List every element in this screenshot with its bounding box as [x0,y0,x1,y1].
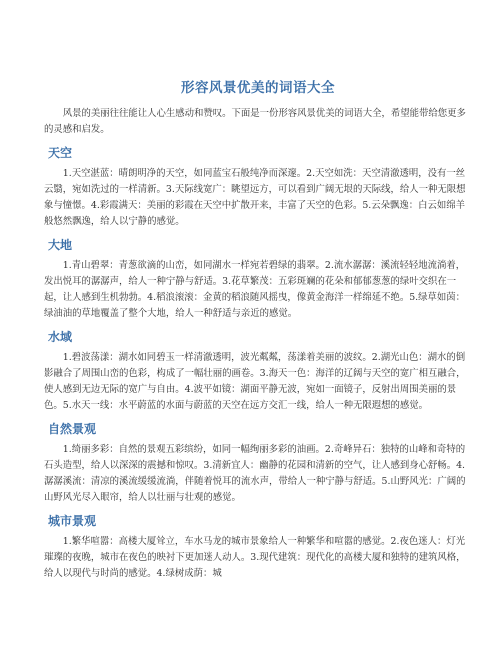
section-body: 1.繁华喧嚣：高楼大厦耸立，车水马龙的城市景象给人一种繁华和喧嚣的感觉。2.夜色迷人：灯光璀璨的夜晚，城市在夜色的映衬下更加迷人动人。3.现代建筑：现代化的高楼大厦和独特的建筑风格，给人以现代与时尚的感觉。4.绿树成荫：城 [44,536,466,579]
section-heading: 大地 [48,238,73,252]
section-sky [44,144,472,230]
section-body: 1.青山碧翠：青葱欲滴的山峦，如同湖水一样宛若碧绿的翡翠。2.流水潺潺：溪流轻轻地流淌着，发出悦耳的潺潺声，给人一种宁静与舒适。3.花草繁茂：五彩斑斓的花朵和郁郁葱葱的绿叶交织在一起，让人感到生机勃勃。4.稻浪滚滚：金黄的稻浪随风摇曳，像黄金海洋一样绵延不绝。5.绿草如茵：绿油油的草地覆盖了整个大地，给人一种舒适与亲近的感觉。 [44,260,466,319]
section-nature [44,420,472,506]
document-intro: 风景的美丽往往能让人心生感动和赞叹。下面是一份形容风景优美的词语大全，希望能带给您更多的灵感和启发。 [44,108,466,135]
section-land [44,236,472,322]
section-body: 1.绮丽多彩：自然的景观五彩缤纷，如同一幅绚丽多彩的油画。2.奇峰异石：独特的山峰和奇特的石头造型，给人以深深的震撼和惊叹。3.清新宜人：幽静的花园和清新的空气，让人感到身心舒畅。4.潺潺溪流：清凉的溪流缓缓流淌，伴随着悦耳的流水声，带给人一种宁静与舒适。5.山野风光：广阔的山野风光尽入眼帘，给人以壮丽与壮观的感觉。 [44,444,466,503]
section-body: 1.碧波荡漾：湖水如同碧玉一样清澈透明，波光粼粼，荡漾着美丽的波纹。2.湖光山色：湖水的倒影融合了周围山峦的色彩，构成了一幅壮丽的画卷。3.海天一色：海洋的辽阔与天空的宽广相互融合，使人感到无边无际的宽广与自由。4.波平如镜：湖面平静无波，宛如一面镜子，反射出周围美丽的景色。5.水天一线：水平蔚蓝的水面与蔚蓝的天空在远方交汇一线，给人一种无限遐想的感觉。 [44,352,466,411]
section-heading: 水域 [48,330,73,344]
section-body: 1.天空湛蓝：晴朗明净的天空，如同蓝宝石般纯净而深邃。2.天空如洗：天空清澈透明，没有一丝云翳，宛如洗过的一样清新。3.天际线宽广：眺望远方，可以看到广阔无垠的天际线，给人一种无限想象与憧憬。4.彩霞满天：美丽的彩霞在天空中扩散开来，丰富了天空的色彩。5.云朵飘逸：白云如绵羊般悠然飘逸，给人以宁静的感觉。 [44,168,466,227]
section-city [44,512,472,582]
section-heading: 自然景观 [48,422,97,436]
section-water [44,328,472,414]
document-title: 形容风景优美的词语大全 [181,80,335,96]
section-heading: 城市景观 [48,514,97,528]
section-heading: 天空 [48,146,73,160]
